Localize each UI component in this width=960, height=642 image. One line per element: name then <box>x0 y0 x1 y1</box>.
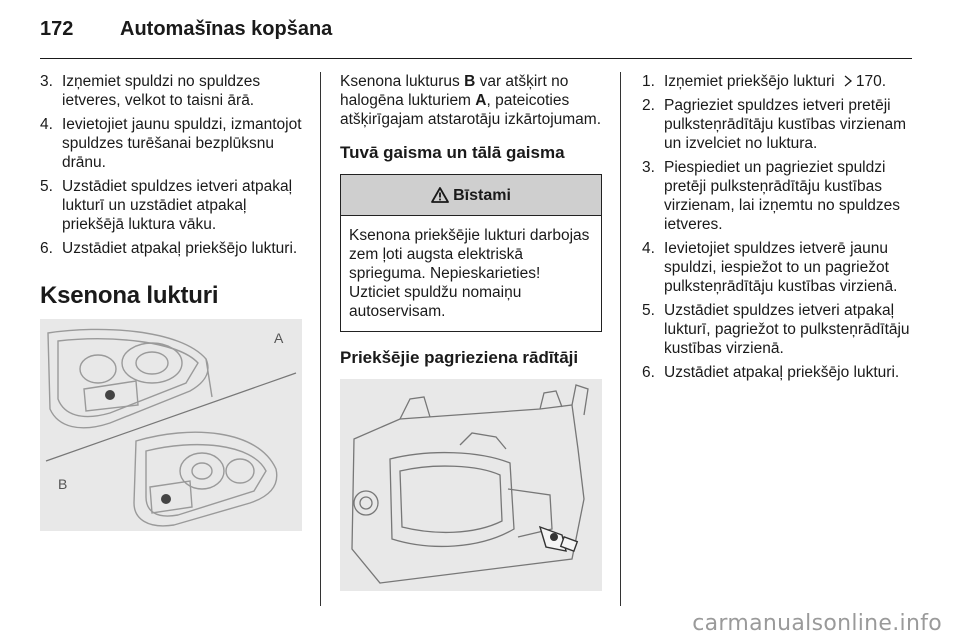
list-item <box>642 96 920 153</box>
step-text: Piespiediet un pagrieziet spuldzi pretēji pulksteņrādītāju kustības virzienam, lai izņemtu no spuldzes ietveres. <box>664 159 901 233</box>
step-text: Uzstādiet atpakaļ priekšējo lukturi. <box>62 240 298 257</box>
list-item <box>40 239 302 258</box>
warning-triangle-icon <box>431 187 449 203</box>
step-text: Izņemiet priekšējo lukturi <box>664 73 835 90</box>
figure-label-b: B <box>58 476 68 492</box>
column-divider <box>320 72 321 606</box>
step-number: 4. <box>642 240 655 257</box>
intro-text: var atšķirt no halogēna lukturiem <box>340 73 569 109</box>
page-number: 172 <box>40 18 74 40</box>
intro-paragraph <box>340 72 602 129</box>
step-number: 1. <box>642 73 655 90</box>
watermark-text: carmanualsonline.info <box>692 611 942 636</box>
step-number: 2. <box>642 97 655 114</box>
step-text: Pagrieziet spuldzes ietveri pretēji pulksteņrādītāju kustības virzienam un izvelciet no luktura. <box>664 97 907 152</box>
list-item <box>642 301 920 358</box>
intro-text: Ksenona lukturus <box>340 73 465 90</box>
warning-header <box>341 175 601 216</box>
step-text: Uzstādiet spuldzes ietveri atpakaļ lukturī un uzstādiet atpakaļ priekšējā luktura vāku. <box>62 178 293 233</box>
danger-warning-box <box>340 174 602 332</box>
chapter-title: Automašīnas kopšana <box>120 18 333 40</box>
step-number: 5. <box>642 302 655 319</box>
list-item <box>40 177 302 234</box>
turn-signal-figure <box>340 379 602 591</box>
step-number: 5. <box>40 178 53 195</box>
list-item <box>642 72 920 91</box>
steps-list-1 <box>40 72 302 258</box>
page-header <box>40 14 912 59</box>
step-text: Izņemiet spuldzi no spuldzes ietveres, velkot to taisni ārā. <box>62 73 261 109</box>
step-number: 6. <box>40 240 53 257</box>
step-number: 6. <box>642 364 655 381</box>
column-2 <box>340 72 602 591</box>
step-number: 4. <box>40 116 53 133</box>
list-item <box>642 239 920 296</box>
intro-key-b: B <box>464 73 476 90</box>
section-heading-xenon: Ksenona lukturi <box>40 282 219 309</box>
intro-text: , pateicoties atšķirīgajam atstarotāju izkārtojumam. <box>340 92 602 128</box>
column-3 <box>642 72 920 387</box>
page-reference[interactable]: 170. <box>855 73 887 90</box>
list-item <box>40 72 302 110</box>
column-divider <box>620 72 621 606</box>
list-item <box>40 115 302 172</box>
step-text: Ievietojiet spuldzes ietverē jaunu spuldzi, iespiežot to un pagriežot pulksteņrādītāju kustības virzienā. <box>664 240 898 295</box>
section-heading-low-high-beam: Tuvā gaisma un tālā gaisma <box>340 143 565 162</box>
headlamp-comparison-figure <box>40 319 302 531</box>
list-item <box>642 363 920 382</box>
turn-signal-illustration <box>340 379 602 591</box>
intro-key-a: A <box>475 92 487 109</box>
step-text: Ievietojiet jaunu spuldzi, izmantojot spuldzes turēšanai bezplūksnu drānu. <box>62 116 302 171</box>
steps-list-3 <box>642 72 920 382</box>
headlamp-comparison-illustration <box>40 319 302 531</box>
step-text: Uzstādiet atpakaļ priekšējo lukturi. <box>664 364 900 381</box>
figure-label-a: A <box>274 330 284 346</box>
warning-body: Ksenona priekšējie lukturi darbojas zem ļoti augsta elektriskā sprieguma. Nepieskarieties! Uzticiet spuldžu nomaiņu autoservisam. <box>349 227 590 320</box>
section-heading-turn-signals: Priekšējie pagrieziena rādītāji <box>340 348 579 367</box>
step-number: 3. <box>642 159 655 176</box>
column-1 <box>40 72 302 531</box>
page-reference-arrow-icon <box>843 75 853 87</box>
step-text: Uzstādiet spuldzes ietveri atpakaļ lukturī, pagriežot to pulksteņrādītāju kustības virzienā. <box>664 302 910 357</box>
list-item <box>642 158 920 234</box>
step-number: 3. <box>40 73 53 90</box>
warning-title: Bīstami <box>453 186 511 204</box>
